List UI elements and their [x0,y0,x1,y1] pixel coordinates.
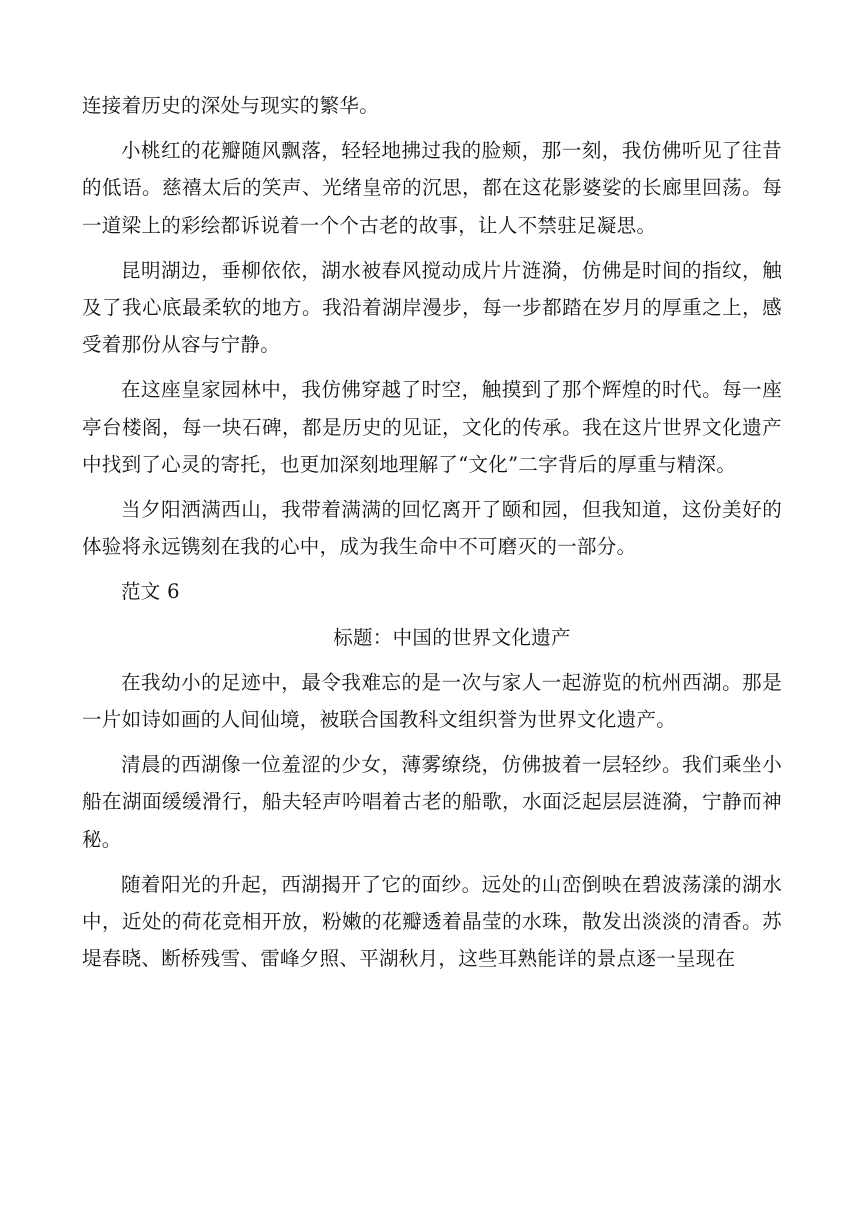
document-page [82,87,782,985]
paragraph-west-lake-intro: 在我幼小的足迹中，最令我难忘的是一次与家人一起游览的杭州西湖。那是一片如诗如画的人间仙境，被联合国教科文组织誉为世界文化遗产。 [82,670,782,732]
section-label: 范文 6 [121,580,180,604]
paragraph-continuation: 连接着历史的深处与现实的繁华。 [82,94,380,117]
paragraph-peach-blossom: 小桃红的花瓣随风飘落，轻轻地拂过我的脸颊，那一刻，我仿佛听见了往昔的低语。慈禧太后的笑声、光绪皇帝的沉思，都在这花影婆娑的长廊里回荡。每一道梁上的彩绘都诉说着一个个古老的故事，让人不禁驻足凝思。 [82,139,782,237]
paragraph-sunrise-lake: 随着阳光的升起，西湖揭开了它的面纱。远处的山峦倒映在碧波荡漾的湖水中，近处的荷花竞相开放，粉嫩的花瓣透着晶莹的水珠，散发出淡淡的清香。苏堤春晓、断桥残雪、雷峰夕照、平湖秋月，这些耳熟能详的景点逐一呈现在 [82,872,782,971]
paragraph-sunset: 当夕阳洒满西山，我带着满满的回忆离开了颐和园，但我知道，这份美好的体验将永远镌刻在我的心中，成为我生命中不可磨灭的一部分。 [82,498,782,559]
paragraph-morning-lake: 清晨的西湖像一位羞涩的少女，薄雾缭绕，仿佛披着一层轻纱。我们乘坐小船在湖面缓缓滑行，船夫轻声吟唱着古老的船歌，水面泛起层层涟漪，宁静而神秘。 [82,753,782,851]
essay-title: 标题：中国的世界文化遗产 [333,625,571,649]
paragraph-kunming-lake: 昆明湖边，垂柳依依，湖水被春风搅动成片片涟漪，仿佛是时间的指纹，触及了我心底最柔软的地方。我沿着湖岸漫步，每一步都踏在岁月的厚重之上，感受着那份从容与宁静。 [82,258,782,357]
paragraph-royal-garden: 在这座皇家园林中，我仿佛穿越了时空，触摸到了那个辉煌的时代。每一座亭台楼阁，每一块石碑，都是历史的见证，文化的传承。我在这片世界文化遗产中找到了心灵的寄托，也更加深刻地理解了“文化”二字背后的厚重与精深。 [82,378,782,476]
